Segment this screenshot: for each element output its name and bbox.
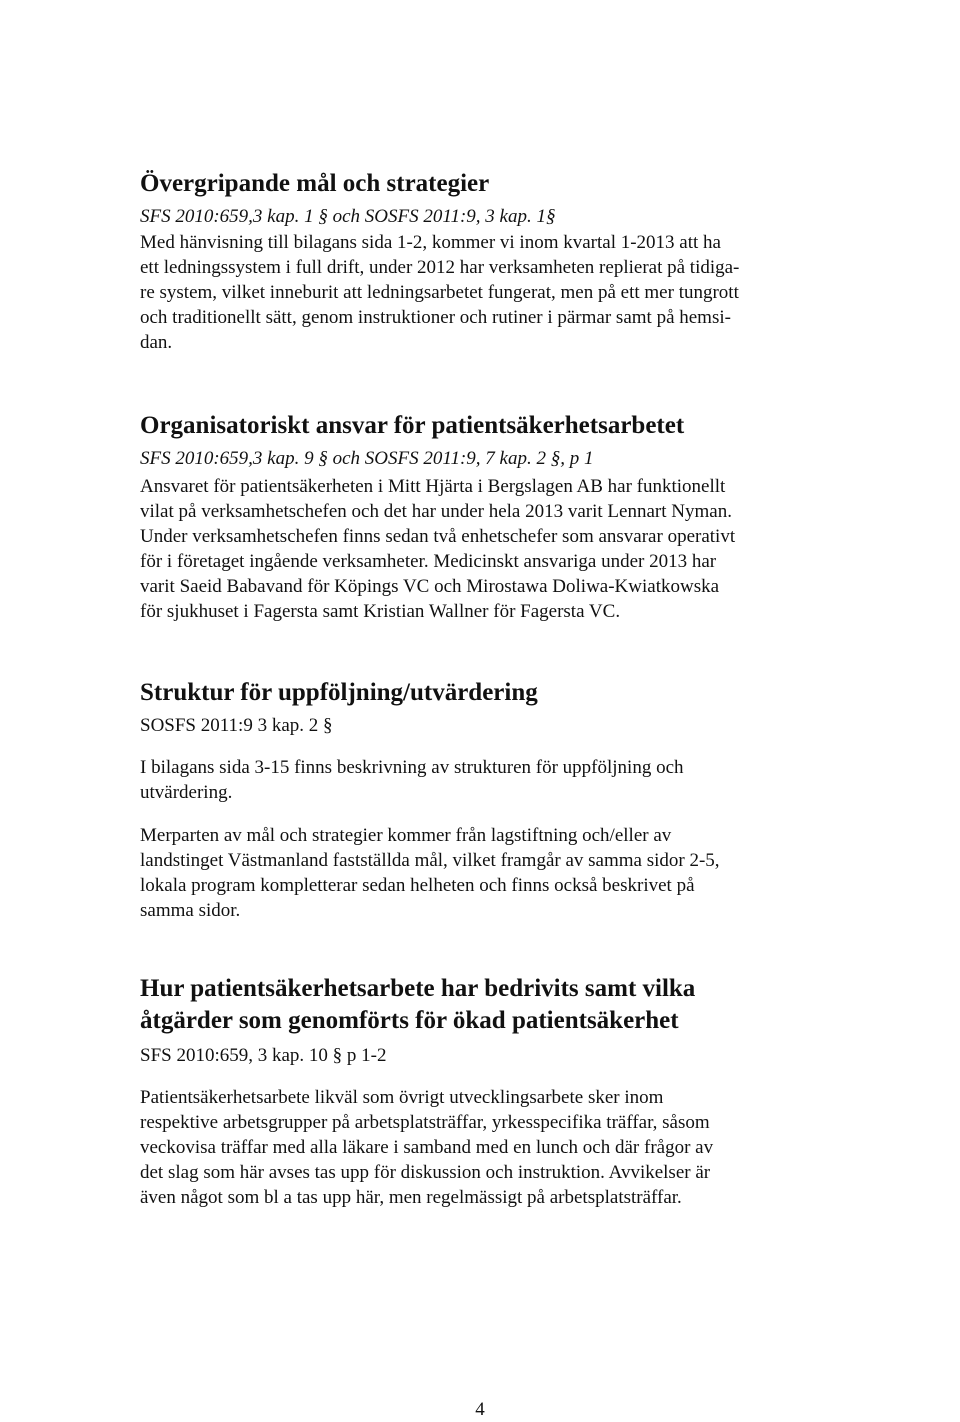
- section-heading: Övergripande mål och strategier: [140, 170, 490, 197]
- legal-reference: SOSFS 2011:9 3 kap. 2 §: [140, 715, 333, 736]
- body-paragraph: Ansvaret för patientsäkerheten i Mitt Hjärta i Bergslagen AB har funktionellt vilat på verksamhetschefen och det har under hela 2013 varit Lennart Nyman. Under verksamhetschefen finns sedan två enhetschefer som ansvarar operativt för i företaget ingående verksamheter. Medicinskt ansvariga under 2013 har varit Saeid Babavand för Köpings VC och Mirostawa Doliwa-Kwiatkowska för sjukhuset i Fagersta samt Kristian Wallner för Fagersta VC.: [140, 476, 736, 622]
- section-heading: Organisatoriskt ansvar för patientsäkerhetsarbetet: [140, 412, 685, 439]
- body-paragraph: Med hänvisning till bilagans sida 1-2, kommer vi inom kvartal 1-2013 att ha ett ledningssystem i full drift, under 2012 har verksamheten replierat på tidiga- re system, vilket inneburit att ledningsarbetet fungerat, men på ett mer tungrott och traditionellt sätt, genom instruktioner och rutiner i pärmar samt på hemsi- dan.: [140, 232, 740, 353]
- body-paragraph: Merparten av mål och strategier kommer från lagstiftning och/eller av landstinget Västmanland fastställda mål, vilket framgår av samma sidor 2-5, lokala program kompletterar sedan helheten och finns också beskrivet på samma sidor.: [140, 825, 720, 921]
- body-paragraph: I bilagans sida 3-15 finns beskrivning av strukturen för uppföljning och utvärdering.: [140, 757, 684, 803]
- legal-reference: SFS 2010:659,3 kap. 9 § och SOSFS 2011:9, 7 kap. 2 §, p 1: [140, 448, 594, 469]
- section-heading: Struktur för uppföljning/utvärdering: [140, 679, 538, 706]
- legal-reference: SFS 2010:659,3 kap. 1 § och SOSFS 2011:9, 3 kap. 1§: [140, 206, 556, 227]
- legal-reference: SFS 2010:659, 3 kap. 10 § p 1-2: [140, 1045, 387, 1066]
- section-follow-up-structure: [140, 677, 830, 923]
- section-heading: Hur patientsäkerhetsarbete har bedrivits samt vilka åtgärder som genomförts för ökad patientsäkerhet: [140, 975, 696, 1034]
- body-paragraph: Patientsäkerhetsarbete likväl som övrigt utvecklingsarbete sker inom respektive arbetsgrupper på arbetsplatsträffar, yrkesspecifika träffar, såsom veckovisa träffar med alla läkare i samband med en lunch och där frågor av det slag som här avses tas upp för diskussion och instruktion. Avvikelser är även något som bl a tas upp här, men regelmässigt på arbetsplatsträffar.: [140, 1087, 714, 1208]
- section-organizational-responsibility: [140, 410, 830, 624]
- section-overall-goals: [140, 168, 830, 355]
- page-number: 4: [475, 1399, 485, 1420]
- section-safety-work-measures: [140, 973, 830, 1210]
